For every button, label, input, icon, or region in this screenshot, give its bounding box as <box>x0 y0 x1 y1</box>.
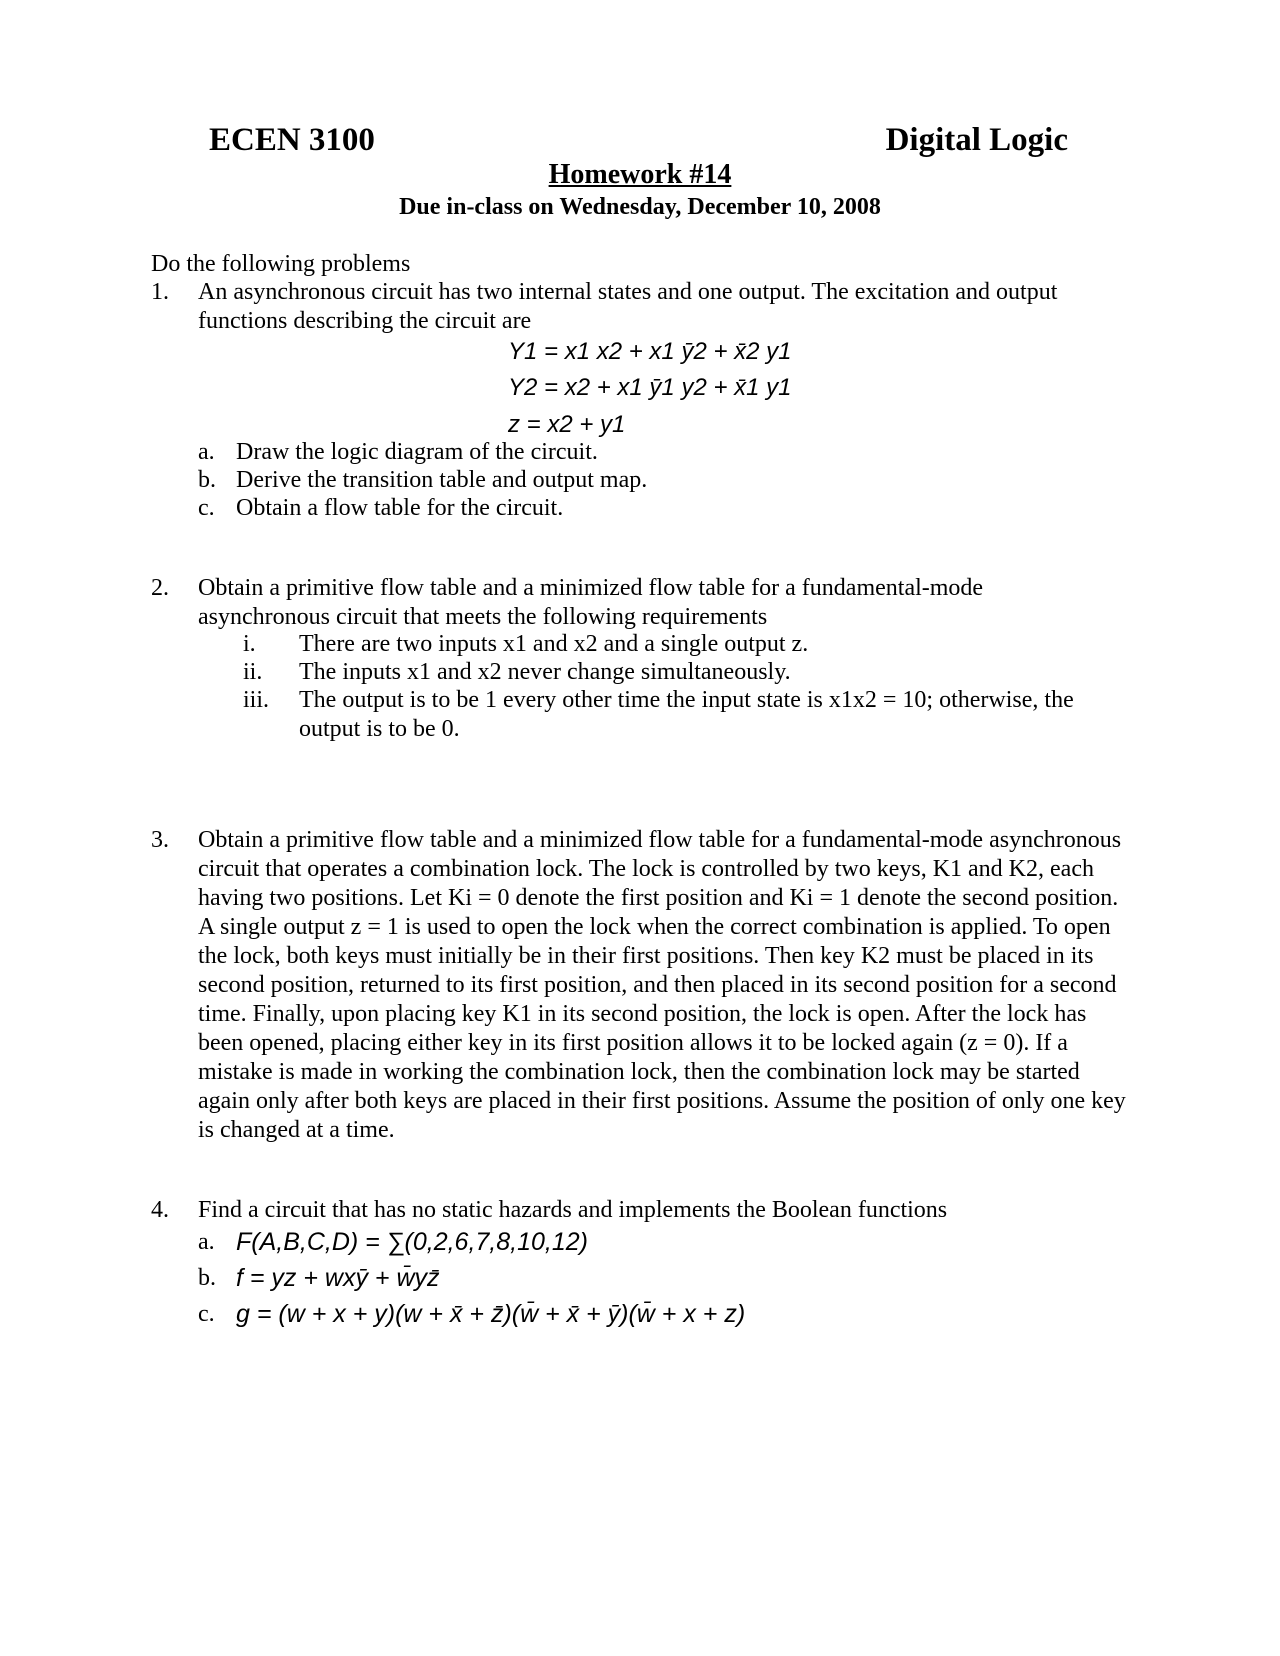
part-text: Draw the logic diagram of the circuit. <box>236 439 598 465</box>
course-subject: Digital Logic <box>885 122 1068 158</box>
part-text: The inputs x1 and x2 never change simultaneously. <box>299 659 791 685</box>
part-text: The output is to be 1 every other time the input state is x1x2 = 10; otherwise, the output is to be 0. <box>299 687 1074 742</box>
list-item <box>198 1264 1098 1300</box>
equation-z: z = x2 + y1 <box>508 411 626 438</box>
problem-4-text: Find a circuit that has no static hazards and implements the Boolean functions <box>198 1197 948 1223</box>
homework-title: Homework #14 <box>548 159 732 190</box>
part-label: a. <box>198 439 215 465</box>
problem-1-text: An asynchronous circuit has two internal states and one output. The excitation and output functions describing the circuit are <box>198 279 1058 334</box>
problem-3-number: 3. <box>151 827 169 853</box>
list-item <box>198 1300 1098 1336</box>
problem-4-functions <box>198 1228 1098 1336</box>
problem-2-requirements <box>243 630 1123 744</box>
problem-2-number: 2. <box>151 575 169 601</box>
part-label: iii. <box>243 687 270 713</box>
problem-1-parts <box>198 438 1098 522</box>
part-label: i. <box>243 631 256 657</box>
part-label: a. <box>198 1229 215 1255</box>
part-label: b. <box>198 1265 216 1291</box>
problem-1-number: 1. <box>151 279 169 305</box>
part-label: c. <box>198 495 215 521</box>
function-F: F(A,B,C,D) = ∑(0,2,6,7,8,10,12) <box>236 1228 588 1256</box>
part-label: c. <box>198 1301 215 1327</box>
part-label: b. <box>198 467 216 493</box>
problem-2-text: Obtain a primitive flow table and a minimized flow table for a fundamental-mode asynchronous circuit that meets the following requirements <box>198 575 984 630</box>
course-number: ECEN 3100 <box>209 122 375 158</box>
list-item <box>198 466 1098 494</box>
part-label: ii. <box>243 659 263 685</box>
function-f: f = yz + wxȳ + w̄yz̄ <box>236 1264 440 1292</box>
list-item <box>198 1228 1098 1264</box>
part-text: Derive the transition table and output map. <box>236 467 648 493</box>
part-text: Obtain a flow table for the circuit. <box>236 495 564 521</box>
list-item <box>243 630 1123 658</box>
equation-Y2: Y2 = x2 + x1 ȳ1 y2 + x̄1 y1 <box>508 374 792 401</box>
list-item <box>243 686 1123 744</box>
list-item <box>243 658 1123 686</box>
problem-3-text: Obtain a primitive flow table and a minimized flow table for a fundamental-mode asynchronous circuit that operates a combination lock. The lock is controlled by two keys, K1 and K2, each having two positions. Let Ki = 0 denote the first position and Ki = 1 denote the second position. A single output z = 1 is used to open the lock when the correct combination is applied. To open the lock, both keys must initially be in their first positions. Then key K2 must be placed in its second position, returned to its first position, and then placed in its second position for a second time. Finally, upon placing key K1 in its second position, the lock is open. After the lock has been opened, placing either key in its first position allows it to be locked again (z = 0). If a mistake is made in working the combination lock, then the combination lock may be started again only after both keys are placed in their first positions. Assume the position of only one key is changed at a time. <box>198 827 1126 1143</box>
intro-text: Do the following problems <box>151 251 411 277</box>
part-text: There are two inputs x1 and x2 and a single output z. <box>299 631 809 657</box>
due-date: Due in-class on Wednesday, December 10, 2008 <box>399 194 881 220</box>
list-item <box>198 494 1098 522</box>
function-g: g = (w + x + y)(w + x̄ + z̄)(w̄ + x̄ + ȳ)(w̄ + x + z) <box>236 1300 746 1328</box>
problem-4-number: 4. <box>151 1197 169 1223</box>
list-item <box>198 438 1098 466</box>
equation-Y1: Y1 = x1 x2 + x1 ȳ2 + x̄2 y1 <box>508 338 792 365</box>
